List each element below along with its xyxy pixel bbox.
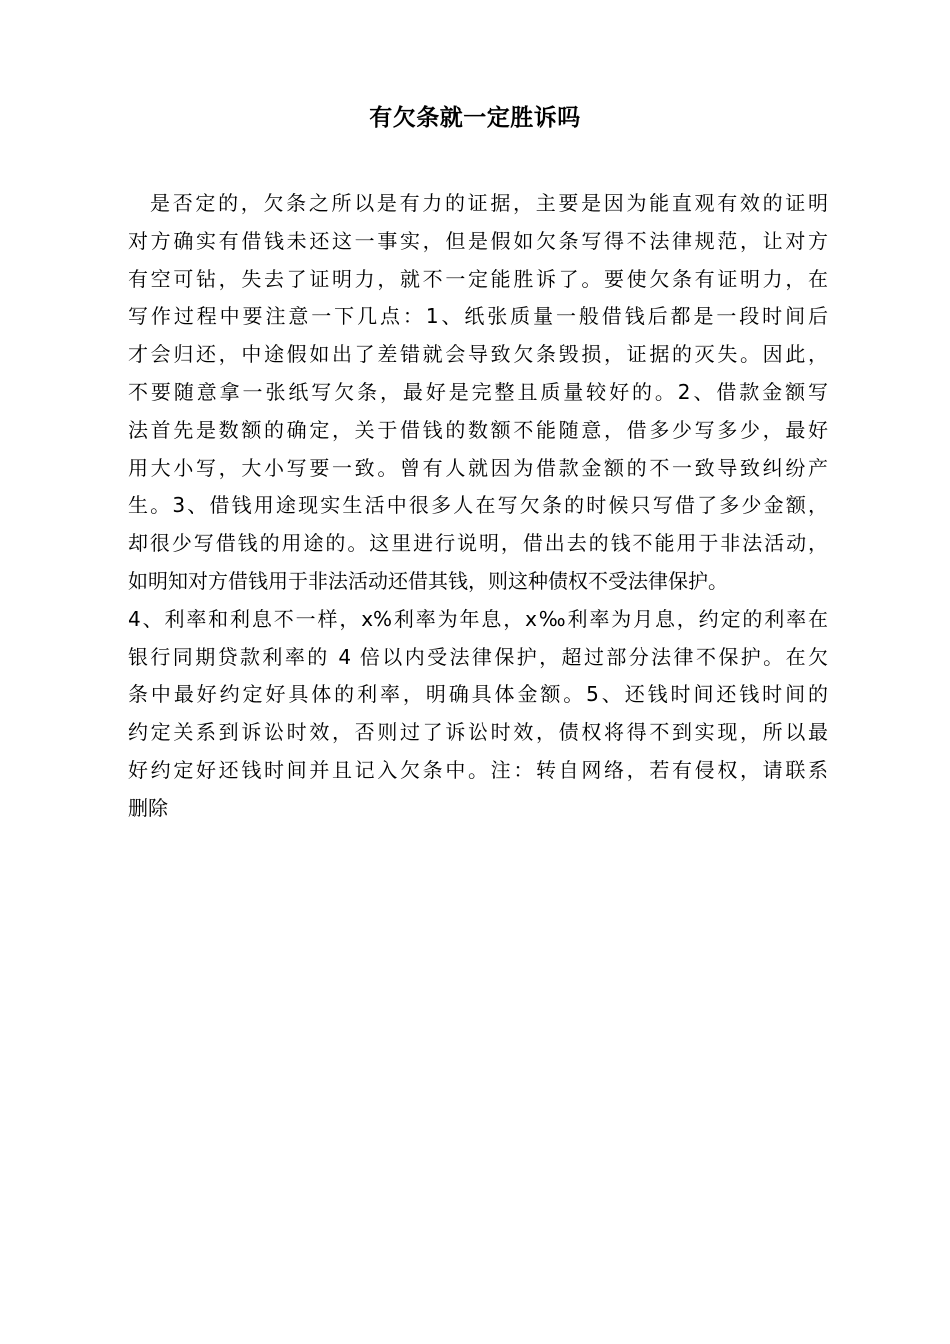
body-line: 是否定的，欠条之所以是有力的证据，主要是因为能直观有效的证明: [150, 191, 828, 215]
body-line: 删除: [128, 795, 168, 820]
body-line: 条中最好约定好具体的利率，明确具体金额。5、还钱时间还钱时间的: [128, 682, 828, 707]
body-line: 约定关系到诉讼时效，否则过了诉讼时效，债权将得不到实现，所以最: [128, 720, 828, 745]
body-line: 法首先是数额的确定，关于借钱的数额不能随意，借多少写多少，最好: [128, 417, 828, 442]
document-body: [128, 185, 828, 828]
body-line: 用大小写，大小写要一致。曾有人就因为借款金额的不一致导致纠纷产: [128, 455, 828, 480]
body-line: 好约定好还钱时间并且记入欠条中。注：转自网络，若有侵权，请联系: [128, 757, 828, 782]
body-line: 生。3、借钱用途现实生活中很多人在写欠条的时候只写借了多少金额，: [128, 493, 828, 518]
body-line: 才会归还，中途假如出了差错就会导致欠条毁损，证据的灭失。因此，: [128, 342, 828, 367]
body-line: 对方确实有借钱未还这一事实，但是假如欠条写得不法律规范，让对方: [128, 228, 828, 253]
body-line: 4、利率和利息不一样，x%利率为年息，x‰利率为月息，约定的利率在: [128, 606, 828, 631]
body-line: 不要随意拿一张纸写欠条，最好是完整且质量较好的。2、借款金额写: [128, 379, 828, 404]
body-line: 如明知对方借钱用于非法活动还借其钱，则这种债权不受法律保护。: [128, 568, 728, 593]
body-line: 却很少写借钱的用途的。这里进行说明，借出去的钱不能用于非法活动，: [128, 531, 828, 556]
body-line: 有空可钻，失去了证明力，就不一定能胜诉了。要使欠条有证明力，在: [128, 266, 828, 291]
body-line: 银行同期贷款利率的 4 倍以内受法律保护，超过部分法律不保护。在欠: [128, 644, 828, 669]
document-title: 有欠条就一定胜诉吗: [369, 105, 581, 131]
body-line: 写作过程中要注意一下几点：1、纸张质量一般借钱后都是一段时间后: [128, 304, 828, 329]
